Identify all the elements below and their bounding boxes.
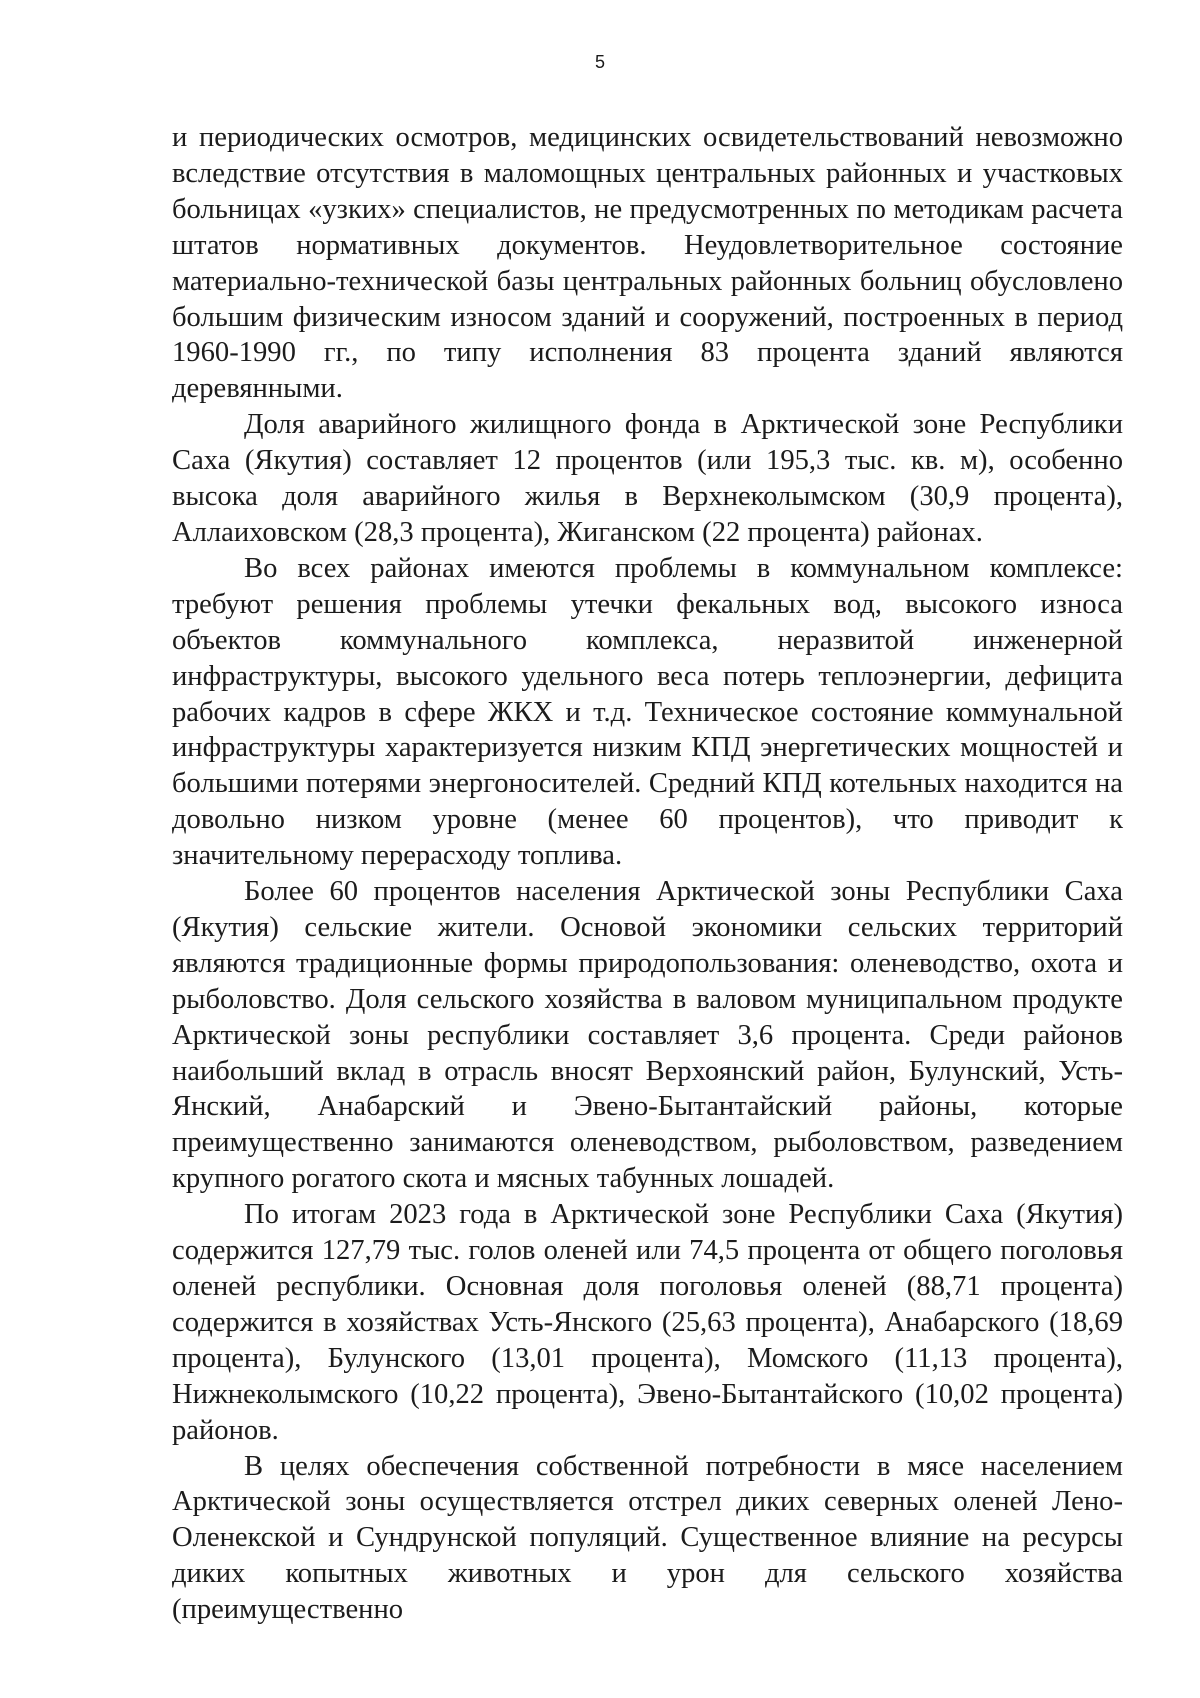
paragraph-emergency-housing: Доля аварийного жилищного фонда в Арктической зоне Республики Саха (Якутия) составляет 12 процентов (или 195,3 тыс. кв. м), особенно высока доля аварийного жилья в Верхнеколымском (30,9 процента), Аллаиховском (28,3 процента), Жиганском (22 процента) районах. xyxy=(172,409,1123,548)
paragraph-reindeer-stock: По итогам 2023 года в Арктической зоне Республики Саха (Якутия) содержится 127,79 тыс. голов оленей или 74,5 процента от общего поголовья оленей республики. Основная доля поголовья оленей (88,71 процента) содержится в хозяйствах Усть-Янского (25,63 процента), Анабарского (18,69 процента), Булунского (13,01 процента), Момского (11,13 процента), Нижнеколымского (10,22 процента), Эвено-Бытантайского (10,02 процента) районов. xyxy=(172,1199,1123,1446)
paragraph-communal-complex: Во всех районах имеются проблемы в коммунальном комплексе: требуют решения проблемы утечки фекальных вод, высокого износа объектов коммунального комплекса, неразвитой инженерной инфраструктуры, высокого удельного веса потерь теплоэнергии, дефицита рабочих кадров в сфере ЖКХ и т.д. Техническое состояние коммунальной инфраструктуры характеризуется низким КПД энергетических мощностей и большими потерями энергоносителей. Средний КПД котельных находится на довольно низком уровне (менее 60 процентов), что приводит к значительному перерасходу топлива. xyxy=(172,552,1123,872)
paragraph-wild-reindeer: В целях обеспечения собственной потребности в мясе населением Арктической зоны осуществляется отстрел диких северных оленей Лено-Оленекской и Сундрунской популяций. Существенное влияние на ресурсы диких копытных животных и урон для сельского хозяйства (преимущественно xyxy=(172,1450,1123,1626)
document-body xyxy=(172,120,1123,1628)
page-number: 5 xyxy=(594,52,605,72)
paragraph-rural-economy: Более 60 процентов населения Арктической зоны Республики Саха (Якутия) сельские жители. Основой экономики сельских территорий являются традиционные формы природопользования: оленеводство, охота и рыболовство. Доля сельского хозяйства в валовом муниципальном продукте Арктической зоны республики составляет 3,6 процента. Среди районов наибольший вклад в отрасль вносят Верхоянский район, Булунский, Усть-Янский, Анабарский и Эвено-Бытантайский районы, которые преимущественно занимаются оленеводством, рыболовством, разведением крупного рогатого скота и мясных табунных лошадей. xyxy=(172,876,1123,1195)
paragraph-medical-exams: и периодических осмотров, медицинских освидетельствований невозможно вследствие отсутствия в маломощных центральных районных и участковых больницах «узких» специалистов, не предусмотренных по методикам расчета штатов нормативных документов. Неудовлетворительное состояние материально-технической базы центральных районных больниц обусловлено большим физическим износом зданий и сооружений, построенных в период 1960-1990 гг., по типу исполнения 83 процента зданий являются деревянными. xyxy=(172,122,1123,405)
